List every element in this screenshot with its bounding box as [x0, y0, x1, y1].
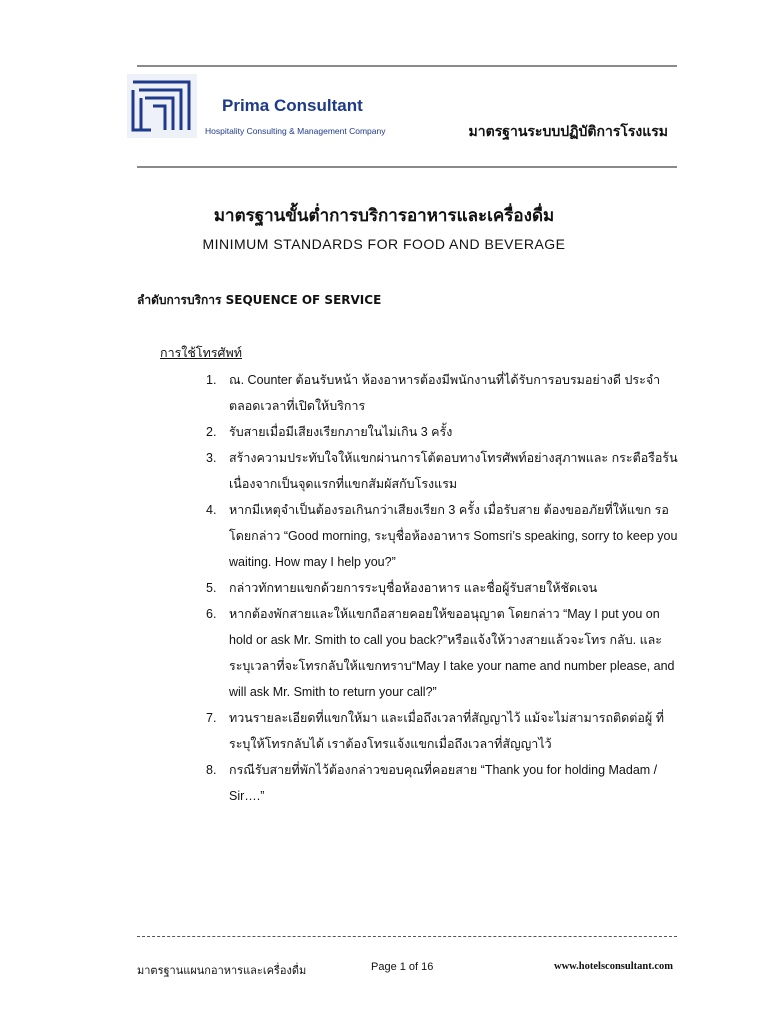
step-number: 2.: [206, 425, 217, 439]
header-top-rule: [137, 65, 677, 67]
step-number: 4.: [206, 503, 217, 517]
company-tagline: Hospitality Consulting & Management Company: [205, 126, 386, 136]
footer-divider: [137, 936, 677, 937]
document-title-english: MINIMUM STANDARDS FOR FOOD AND BEVERAGE: [202, 236, 566, 252]
list-item: [0, 705, 768, 757]
list-item: [0, 497, 768, 575]
step-number: 5.: [206, 581, 217, 595]
step-text: หากต้องพักสายและให้แขกถือสายคอยให้ขออนุญาต โดยกล่าว “May I put you on hold or ask Mr. Smith to call you back?”หรือแจ้งให้วางสายแล้วจะโทร กลับ. และระบุเวลาที่จะโทรกลับให้แขกทราบ“May I take your name and number please, and will ask Mr. Smith to return your call?”: [229, 607, 675, 699]
step-text: กล่าวทักทายแขกด้วยการระบุชื่อห้องอาหาร และชื่อผู้รับสายให้ชัดเจน: [229, 581, 598, 595]
list-item: [0, 575, 768, 601]
footer-page-number: Page 1 of 16: [371, 961, 434, 973]
list-item: [0, 445, 768, 497]
step-number: 6.: [206, 607, 217, 621]
company-logo-icon: [127, 74, 197, 138]
step-text: สร้างความประทับใจให้แขกผ่านการโต้ตอบทางโทรศัพท์อย่างสุภาพและ กระตือรือร้น เนื่องจากเป็นจุดแรกที่แขกสัมผัสกับโรงแรม: [229, 451, 678, 491]
list-item: [0, 367, 768, 419]
step-text: รับสายเมื่อมีเสียงเรียกภายในไม่เกิน 3 ครั้ง: [229, 425, 453, 439]
step-text: กรณีรับสายที่พักไว้ต้องกล่าวขอบคุณที่คอยสาย “Thank you for holding Madam / Sir….”: [229, 763, 658, 803]
step-text: หากมีเหตุจำเป็นต้องรอเกินกว่าเสียงเรียก 3 ครั้ง เมื่อรับสาย ต้องขออภัยที่ให้แขก รอโดยกล่าว “Good morning, ระบุชื่อห้องอาหาร Somsri’s speaking, sorry to keep you waiting. How may I help you?”: [229, 503, 678, 569]
steps-list: [0, 367, 768, 809]
document-title-thai: มาตรฐานขั้นต่ำการบริการอาหารและเครื่องดื่ม: [213, 206, 555, 226]
step-number: 1.: [206, 373, 217, 387]
list-item: [0, 419, 768, 445]
step-number: 7.: [206, 711, 217, 725]
header-bottom-rule: [137, 166, 677, 168]
footer-website-link[interactable]: www.hotelsconsultant.com: [553, 961, 673, 972]
subheading-telephone: การใช้โทรศัพท์: [160, 345, 242, 360]
footer-department: มาตรฐานแผนกอาหารและเครื่องดื่ม: [137, 964, 307, 977]
list-item: [0, 601, 768, 705]
section-heading: ลำดับการบริการ SEQUENCE OF SERVICE: [137, 293, 382, 307]
step-number: 8.: [206, 763, 217, 777]
step-number: 3.: [206, 451, 217, 465]
list-item: [0, 757, 768, 809]
step-text: ทวนรายละเอียดที่แขกให้มา และเมื่อถึงเวลาที่สัญญาไว้ แม้จะไม่สามารถติดต่อผู้ ที่ระบุให้โทรกลับได้ เราต้องโทรแจ้งแขกเมื่อถึงเวลาที่สัญญาไว้: [229, 711, 664, 751]
step-text: ณ. Counter ต้อนรับหน้า ห้องอาหารต้องมีพนักงานที่ได้รับการอบรมอย่างดี ประจำตลอดเวลาที่เปิดให้บริการ: [229, 373, 661, 413]
document-category: มาตรฐานระบบปฏิบัติการโรงแรม: [468, 124, 668, 140]
company-name: Prima Consultant: [222, 96, 363, 115]
